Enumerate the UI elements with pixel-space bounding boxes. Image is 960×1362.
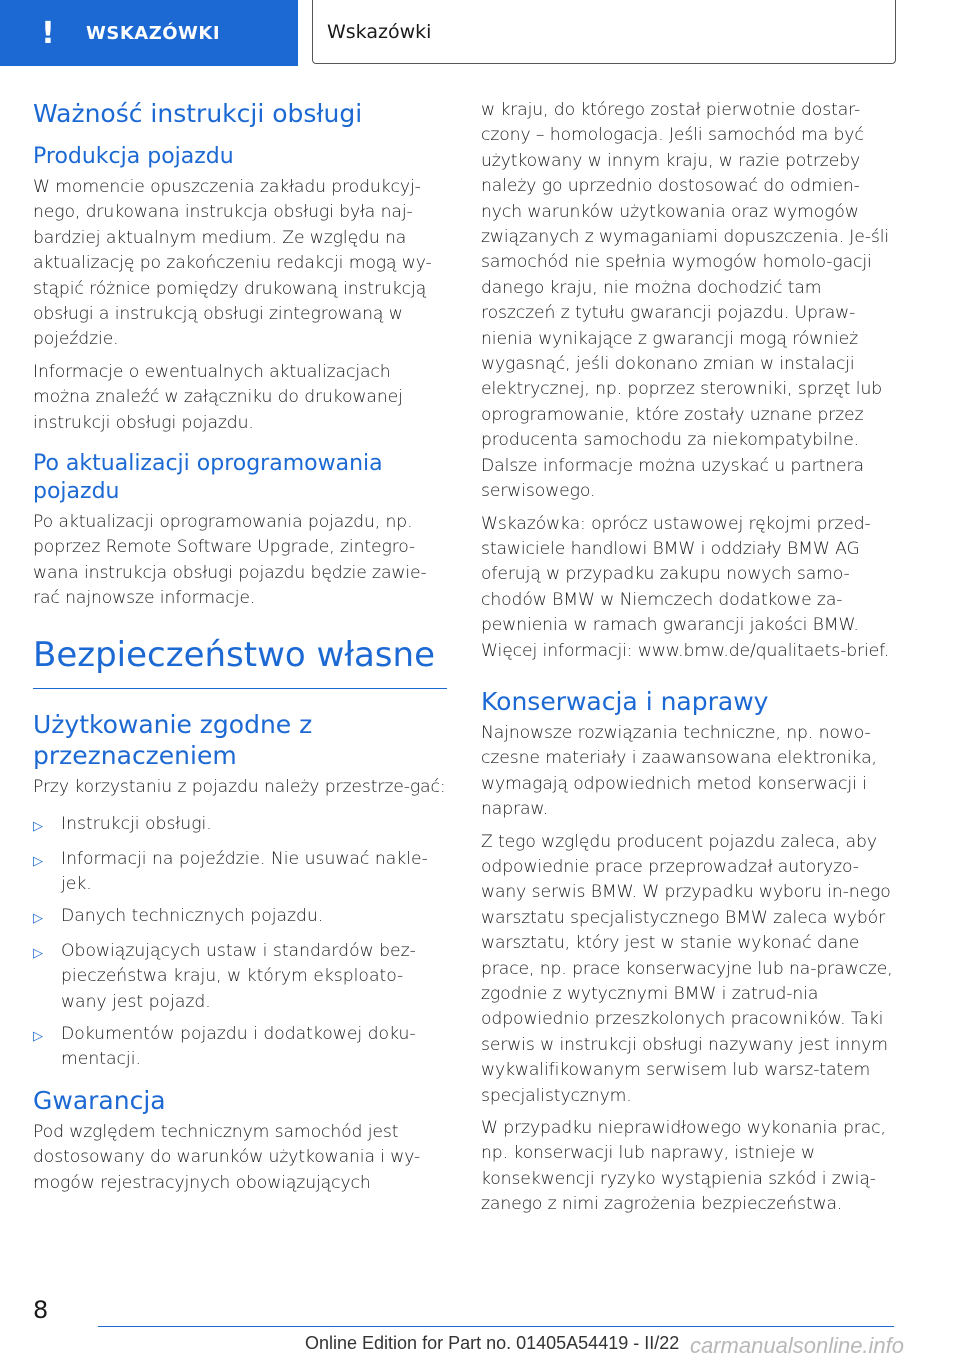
heading-maintenance: Konserwacja i naprawy: [481, 686, 769, 716]
edition-note: Online Edition for Part no. 01405A54419 - II/22: [305, 1333, 680, 1353]
heading-software-update: Po aktualizacji oprogramowania pojazdu: [33, 451, 383, 505]
paragraph: Z tego względu producent pojazdu zaleca, aby odpowiednie prace przeprowadzał autoryzo-wany serwis BMW. W przypadku wyboru in-nego warsztatu specjalistycznego BMW zaleca wybór warsztatu, który jest w stanie wykonać dane prace, np. prace konserwacyjne lub na-prawcze, zgodnie z wytycznymi BMW i zatrud-nia odpowiednio przeszkolonych pracowników. Taki serwis w instrukcji obsługi nazywany jest innym wykwalifikowanym serwisem lub warsz-tatem specjalistycznym.: [481, 831, 893, 1106]
section-header: [312, 0, 896, 64]
list-item: ▷ Obowiązujących ustaw i standardów bez-pieczeństwa kraju, w którym eksploato-wany jest pojazd.: [33, 939, 447, 1015]
triangle-bullet-icon: ▷: [33, 911, 43, 927]
list-item: ▷ Dokumentów pojazdu i dodatkowej doku-mentacji.: [33, 1022, 447, 1073]
paragraph: Pod względem technicznym samochód jest dostosowany do warunków użytkowania i wy-mogów rejestracyjnych obowiązujących: [33, 1121, 421, 1193]
chapter-heading: Bezpieczeństwo własne: [33, 634, 447, 689]
triangle-bullet-icon: ▷: [33, 819, 43, 835]
watermark: carmanualsonline.info: [690, 1333, 905, 1358]
list-item: ▷ Informacji na pojeździe. Nie usuwać nakle-jek.: [33, 847, 447, 898]
heading-intended-use: Użytkowanie zgodne z przeznaczeniem: [33, 709, 313, 770]
triangle-bullet-icon: ▷: [33, 1028, 43, 1044]
heading-validity: Ważność instrukcji obsługi: [33, 99, 363, 128]
list-item: ▷ Danych technicznych pojazdu.: [33, 904, 447, 931]
paragraph: Przy korzystaniu z pojazdu należy przestrze-gać:: [33, 776, 446, 797]
exclamation-icon: !: [41, 15, 55, 51]
footer-divider: [98, 1326, 894, 1327]
section-title: Wskazówki: [327, 20, 432, 43]
paragraph: Najnowsze rozwiązania techniczne, np. nowo-czesne materiały i zaawansowana elektronika, wymagają odpowiednich metod konserwacji i napraw.: [481, 722, 877, 820]
triangle-bullet-icon: ▷: [33, 853, 43, 869]
list-item: ▷ Instrukcji obsługi.: [33, 812, 447, 839]
paragraph: W przypadku nieprawidłowego wykonania prac, np. konserwacji lub naprawy, istnieje w konsekwencji ryzyko wystąpienia szkód i zwią-zanego z nimi zagrożenia bezpieczeństwa.: [481, 1118, 886, 1215]
paragraph: Informacje o ewentualnych aktualizacjach można znaleźć w załączniku do drukowanej instrukcji obsługi pojazdu.: [33, 361, 403, 433]
heading-warranty: Gwarancja: [33, 1085, 166, 1115]
paragraph: Wskazówka: oprócz ustawowej rękojmi przed-stawiciele handlowi BMW i oddziały BMW AG oferują w przypadku zakupu nowych samo-chodów BMW w Niemczech dodatkowe za-pewnienia w ramach gwarancji jakości BMW. Więcej informacji: www.bmw.de/qualitaets-brief.: [481, 513, 890, 661]
paragraph: W momencie opuszczenia zakładu produkcyj-nego, drukowana instrukcja obsługi była naj-bardziej aktualnym medium. Ze względu na aktualizację po zakończeniu redakcji mogą wy-stąpić różnice pomiędzy drukowaną instrukcją obsługi a instrukcją obsługi zintegrowaną w pojeździe.: [33, 177, 432, 350]
chapter-tab-label: WSKAZÓWKI: [86, 22, 221, 44]
heading-production: Produkcja pojazdu: [33, 144, 234, 169]
right-column: [481, 98, 895, 1225]
page-number: 8: [33, 1296, 49, 1324]
paragraph: w kraju, do którego został pierwotnie dostar-czony – homologacja. Jeśli samochód ma być użytkowany w innym kraju, w razie potrzeby należy go uprzednio dostosować do odmien-nych warunków użytkowania oraz wymogów związanych z wymaganiami dopuszczenia. Je-śli samochód nie spełnia wymogów homolo-gacji danego kraju, nie można dochodzić tam roszczeń z tytułu gwarancji pojazdu. Upraw-nienia wynikające z gwarancji mogą również wygasnąć, jeśli dokonano zmian w instalacji elektrycznej, np. poprzez sterowniki, sprzęt lub oprogramowanie, które zostały uznane przez producenta samochodu za niekompatybilne. Dalsze informacje można uzyskać u partnera serwisowego.: [481, 100, 890, 502]
paragraph: Po aktualizacji oprogramowania pojazdu, np. poprzez Remote Software Upgrade, zintegro-wana instrukcja obsługi pojazdu będzie zawie-rać najnowsze informacje.: [33, 512, 427, 609]
triangle-bullet-icon: ▷: [33, 945, 43, 961]
requirements-list: [33, 812, 447, 1073]
left-column: [33, 98, 447, 1203]
chapter-tab: [0, 0, 298, 66]
